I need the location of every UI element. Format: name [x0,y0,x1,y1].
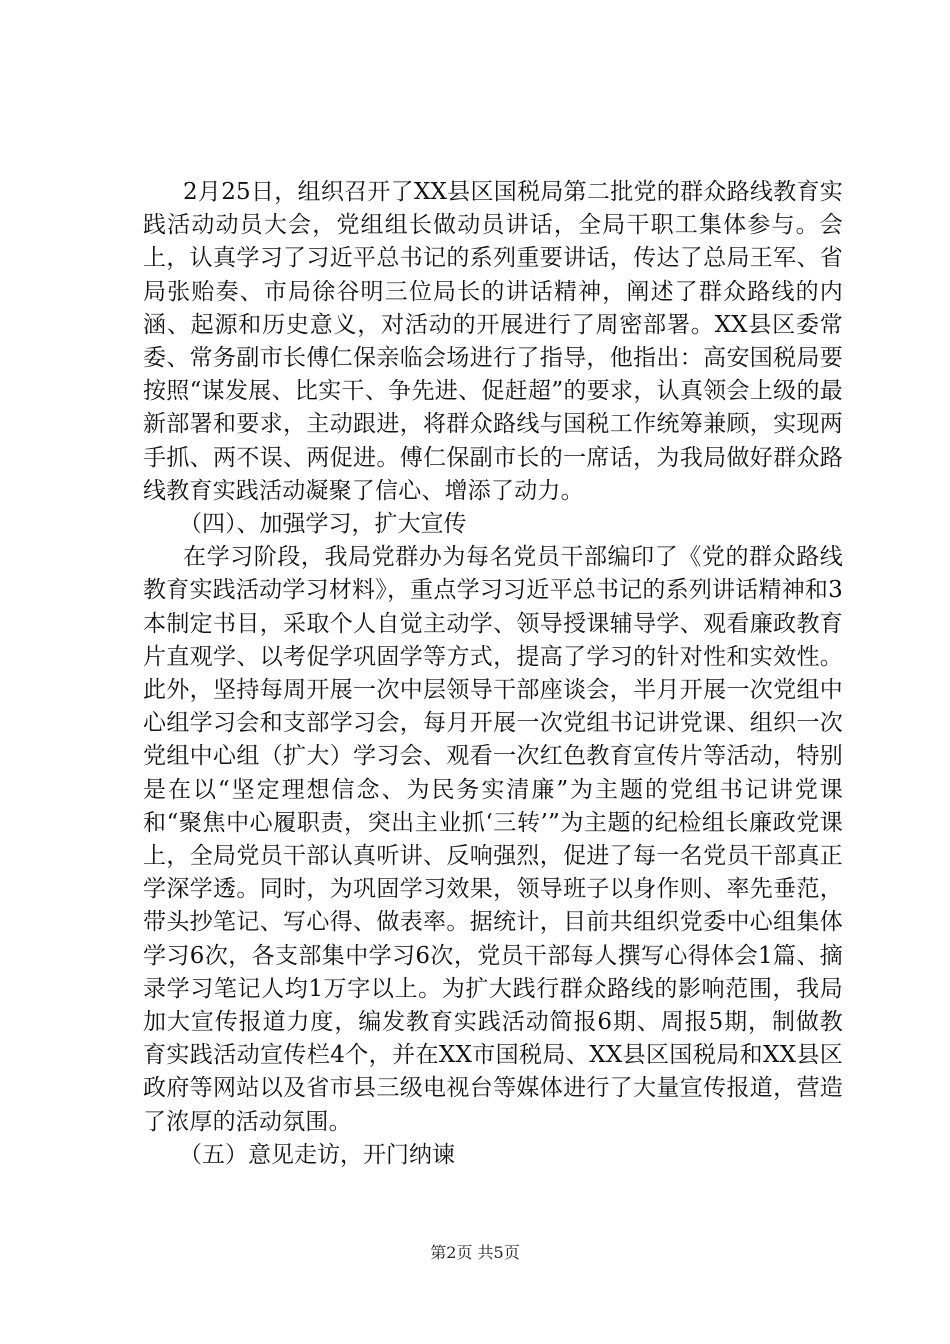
paragraph-mobilization-meeting: 2月25日，组织召开了XX县区国税局第二批党的群众路线教育实践活动动员大会，党组组长做动员讲话，全局干职工集体参与。会上，认真学习了习近平总书记的系列重要讲话，传达了总局王军、省局张贻奏、市局徐谷明三位局长的讲话精神，阐述了群众路线的内涵、起源和历史意义，对活动的开展进行了周密部署。XX县区委常委、常务副市长傅仁保亲临会场进行了指导，他指出：高安国税局要按照“谋发展、比实干、争先进、促赶超”的要求，认真领会上级的最新部署和要求，主动跟进，将群众路线与国税工作统筹兼顾，实现两手抓、两不误、两促进。傅仁保副市长的一席话，为我局做好群众路线教育实践活动凝聚了信心、增添了动力。 [143,179,843,504]
paragraph-study-publicity: 在学习阶段，我局党群办为每名党员干部编印了《党的群众路线教育实践活动学习材料》，重点学习习近平总书记的系列讲话精神和3本制定书目，采取个人自觉主动学、领导授课辅导学、观看廉政教育片直观学、以考促学巩固学等方式，提高了学习的针对性和实效性。此外，坚持每周开展一次中层领导干部座谈会，半月开展一次党组中心组学习会和支部学习会，每月开展一次党组书记讲党课、组织一次党组中心组（扩大）学习会、观看一次红色教育宣传片等活动，特别是在以“坚定理想信念、为民务实清廉”为主题的党组书记讲党课和“聚焦中心履职责，突出主业抓‘三转’”为主题的纪检组长廉政党课上，全局党员干部认真听讲、反响强烈，促进了每一名党员干部真正学深学透。同时，为巩固学习效果，领导班子以身作则、率先垂范，带头抄笔记、写心得、做表率。据统计，目前共组织党委中心组集体学习6次，各支部集中学习6次，党员干部每人撰写心得体会1篇、摘录学习笔记人均1万字以上。为扩大践行群众路线的影响范围，我局加大宣传报道力度，编发教育实践活动简报6期、周报5期，制做教育实践活动宣传栏4个，并在XX市国税局、XX县区国税局和XX县区政府等网站以及省市县三级电视台等媒体进行了大量宣传报道，营造了浓厚的活动氛围。 [143,544,843,1135]
document-body [143,176,843,1172]
section-heading-4: （四）、加强学习，扩大宣传 [179,511,467,538]
page-number-footer: 第2页 共5页 [430,1243,520,1262]
section-heading-5: （五）意见走访，开门纳谏 [179,1141,455,1168]
